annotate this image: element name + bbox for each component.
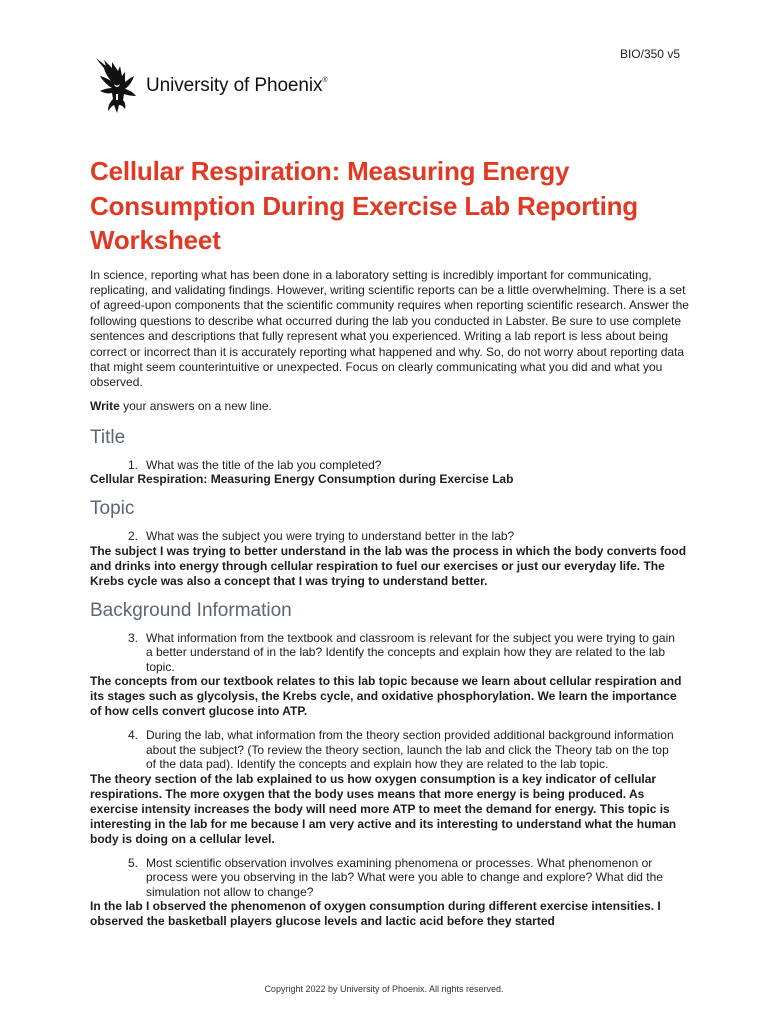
university-logo: [92, 56, 327, 116]
question-3: 3. What information from the textbook and classroom is relevant for the subject you were trying to gain a better understand of in the lab? Identify the concepts and explain how they are related to the lab topic.: [127, 630, 675, 674]
question-4: 4. During the lab, what information from the theory section provided additional background information about the subject? (To review the theory section, launch the lab and click the Theory tab on the top of the data pad). Identify the concepts and explain how they are related to the lab topic.: [127, 728, 674, 772]
write-instruction: Write your answers on a new line.: [90, 398, 272, 413]
answer-2: The subject I was trying to better understand in the lab was the process in which the body converts food and drinks into energy through cellular respiration to fuel our exercises or just our everyday life. The Krebs cycle was also a concept that I was trying to understand better.: [90, 543, 687, 588]
answer-3: The concepts from our textbook relates to this lab topic because we learn about cellular respiration and its stages such as glycolysis, the Krebs cycle, and oxidative phosphorylation. We learn the importance of how cells convert glucose into ATP.: [90, 674, 682, 719]
document-body: [90, 154, 690, 929]
question-2: 2. What was the subject you were trying to understand better in the lab?: [127, 529, 515, 544]
answer-4: The theory section of the lab explained to us how oxygen consumption is a key indicator of cellular respirations. The more oxygen that the body uses means that more energy is being produced. As exercise intensity increases the body will need more ATP to meet the demand for energy. This topic is interesting in the lab for me because I am very active and its interesting to understand what the human body is doing on a cellular level.: [90, 771, 677, 846]
intro-paragraph: In science, reporting what has been done in a laboratory setting is incredibly important for communicating, replicating, and validating findings. However, writing scientific reports can be a little overwhelming. There is a set of agreed-upon components that the scientific community requires when reporting scientific research. Answer the following questions to describe what occurred during the lab you conducted in Labster. Be sure to use complete sentences and descriptions that fully represent what you experienced. Writing a lab report is less about being correct or incorrect than it is accurately reporting what happened and why. So, do not worry about reporting data that might seem counterintuitive or unexpected. Focus on clearly communicating what you did and what you observed.: [90, 267, 689, 390]
document-title: Cellular Respiration: Measuring Energy Consumption During Exercise Lab Reporting Worksheet: [90, 156, 638, 255]
phoenix-bird-icon: [92, 56, 142, 116]
section-heading-background: Background Information: [90, 599, 292, 621]
answer-5: In the lab I observed the phenomenon of oxygen consumption during different exercise intensities. I observed the basketball players glucose levels and lactic acid before they started: [90, 899, 661, 929]
logo-wordmark: University of Phoenix®: [146, 75, 328, 96]
answer-1: Cellular Respiration: Measuring Energy Consumption during Exercise Lab: [90, 472, 514, 487]
footer-copyright: Copyright 2022 by University of Phoenix. All rights reserved.: [264, 984, 504, 994]
question-1: 1. What was the title of the lab you completed?: [127, 457, 382, 472]
question-5: 5. Most scientific observation involves examining phenomena or processes. What phenomenon or process were you observing in the lab? What were you able to change and explore? What did the simulation not allow to change?: [127, 855, 663, 899]
section-heading-title: Title: [90, 426, 126, 448]
course-code: BIO/350 v5: [619, 47, 680, 61]
section-heading-topic: Topic: [90, 498, 135, 520]
